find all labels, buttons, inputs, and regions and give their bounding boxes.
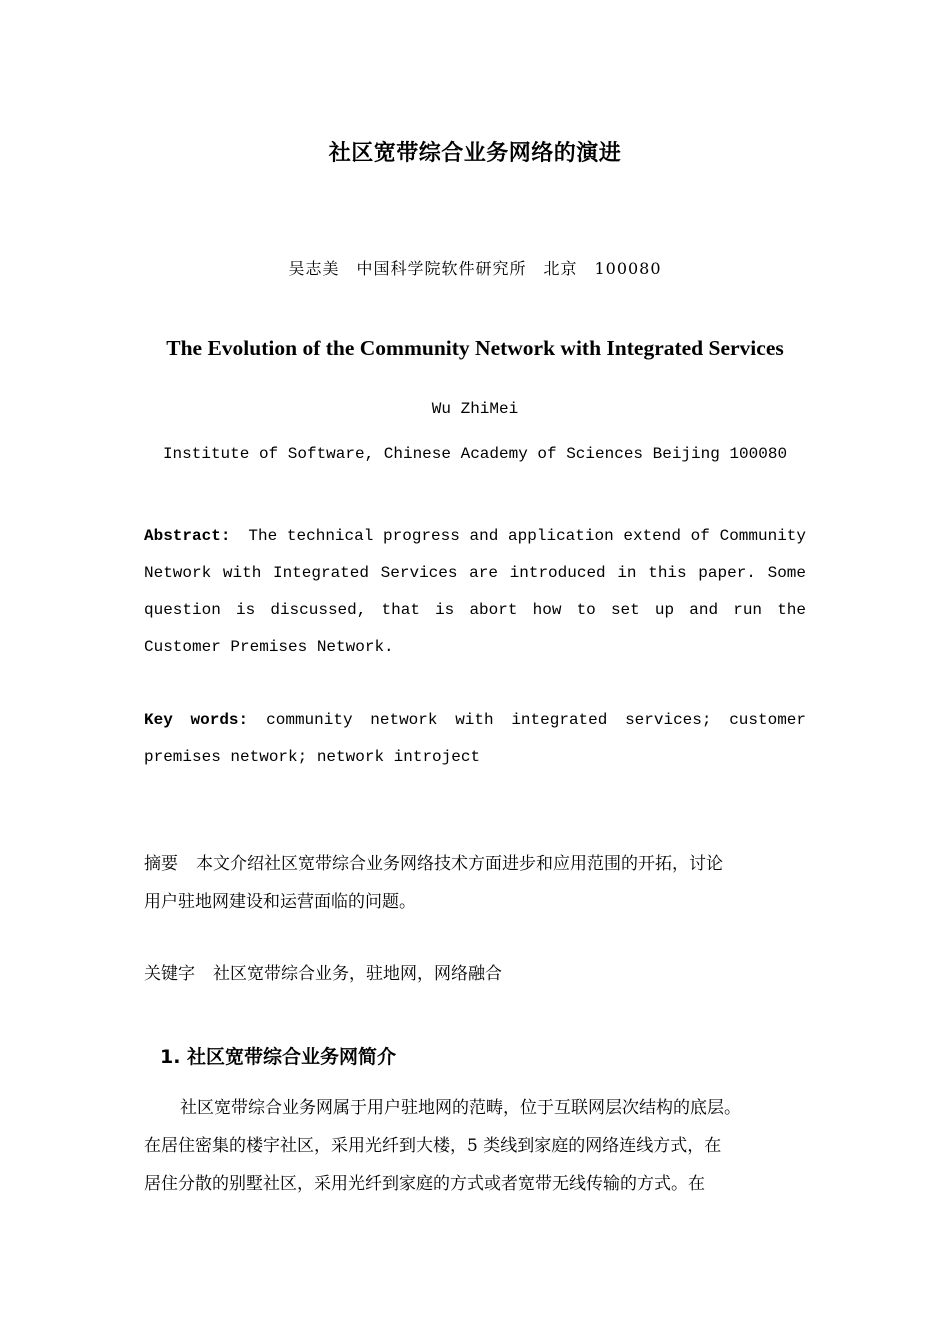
abstract-cn-label: 摘要 [144, 854, 178, 874]
abstract-english [144, 518, 806, 666]
section-1-body [144, 1089, 824, 1203]
affiliation-english: Institute of Software, Chinese Academy of Sciences Beijing 100080 [162, 445, 788, 463]
title-chinese: 社区宽带综合业务网络的演进 [328, 141, 622, 166]
abstract-line: question is discussed, that is abort how to set up and run the [144, 601, 806, 619]
body-line: 居住分散的别墅社区，采用光纤到家庭的方式或者宽带无线传输的方式。在 [144, 1174, 705, 1194]
abstract-line: Abstract: The technical progress and application extend of Community [144, 527, 806, 545]
abstract-line: Customer Premises Network. [144, 638, 394, 656]
section-1-heading: 1. 社区宽带综合业务网简介 [160, 1046, 397, 1068]
body-line: 社区宽带综合业务网属于用户驻地网的范畴，位于互联网层次结构的底层。 [180, 1098, 741, 1118]
author-affiliation-chinese: 吴志美 中国科学院软件研究所 北京 100080 [288, 259, 662, 278]
abstract-line: Network with Integrated Services are introduced in this paper. Some [144, 564, 806, 582]
keywords-line: premises network; network introject [144, 748, 481, 766]
keywords-english [144, 702, 806, 776]
abstract-label: Abstract: [144, 527, 231, 545]
abstract-cn-line: 摘要 本文介绍社区宽带综合业务网络技术方面进步和应用范围的开拓，讨论 [144, 854, 723, 874]
body-line: 在居住密集的楼宇社区，采用光纤到大楼，5 类线到家庭的网络连线方式，在 [144, 1136, 722, 1156]
keywords-label: Key words: [144, 711, 249, 729]
keywords-chinese [144, 955, 806, 993]
abstract-chinese [144, 845, 806, 921]
keywords-line: Key words: community network with integrated services; customer [144, 711, 807, 729]
keywords-cn-line: 关键字 社区宽带综合业务，驻地网，网络融合 [144, 964, 502, 984]
title-english: The Evolution of the Community Network with Integrated Services [166, 336, 784, 360]
keywords-cn-label: 关键字 [144, 964, 195, 984]
author-english: Wu ZhiMei [431, 400, 519, 418]
abstract-cn-line: 用户驻地网建设和运营面临的问题。 [144, 892, 416, 912]
